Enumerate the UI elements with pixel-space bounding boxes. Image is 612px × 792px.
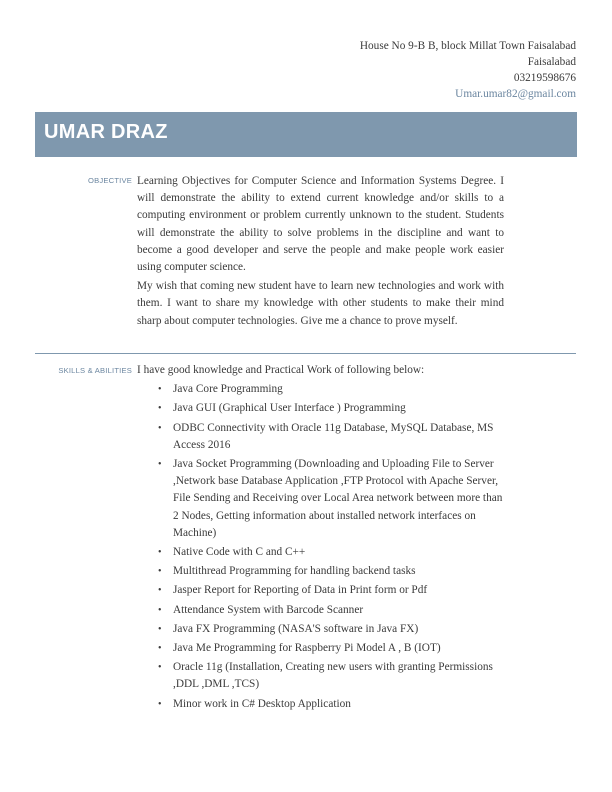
bullet-icon: • [158, 585, 162, 597]
skill-item [137, 621, 504, 638]
skill-text: Jasper Report for Reporting of Data in Print form or Pdf [173, 584, 428, 597]
bullet-icon: • [158, 422, 162, 434]
bullet-icon: • [158, 643, 162, 655]
bullet-icon: • [158, 662, 162, 674]
objective-paragraph: Learning Objectives for Computer Science and Information Systems Degree. I will demonstrate the ability to extend current knowledge and/or skills to a computing environment or problem currently unknown to the student. Students will demonstrate the ability to solve problems in the discipline and want to become a good developer and serve the people and make people work easier using computer science. [137, 175, 504, 274]
skill-text: Minor work in C# Desktop Application [173, 697, 351, 710]
phone: 03219598676 [513, 72, 576, 84]
objective-paragraph: My wish that coming new student have to learn new technologies and work with them. I want to share my knowledge with other students to make their mind sharp about computer technologies. Give me a chance to prove myself. [137, 280, 504, 327]
skill-item [137, 659, 504, 693]
skill-text: Java Me Programming for Raspberry Pi Model A , B (IOT) [173, 642, 441, 655]
skill-item [137, 544, 504, 561]
candidate-name: UMAR DRAZ [44, 121, 168, 143]
skill-item [137, 640, 504, 657]
email-link[interactable]: Umar.umar82@gmail.com [455, 88, 576, 100]
objective-label: OBJECTIVE [88, 176, 132, 185]
objective-section [137, 173, 504, 332]
skill-item [137, 696, 504, 713]
bullet-icon: • [158, 403, 162, 415]
skill-text: Attendance System with Barcode Scanner [173, 603, 364, 616]
skill-text: Multithread Programming for handling backend tasks [173, 565, 416, 578]
bullet-icon: • [158, 698, 162, 710]
skill-item [137, 420, 504, 454]
skill-item [137, 582, 504, 599]
name-banner [35, 112, 577, 157]
skill-text: Java FX Programming (NASA'S software in Java FX) [173, 622, 419, 635]
skill-text: Java Socket Programming (Downloading and Uploading File to Server ,Network base Database Application ,FTP Protocol with Apache Server, File Sending and Receiving over Local Area network between more than 2 Nodes, Getting information about installed network interfaces on Machine) [173, 458, 503, 539]
skill-text: Native Code with C and C++ [173, 546, 306, 559]
skills-section [137, 362, 504, 715]
skill-item [137, 563, 504, 580]
skill-item [137, 456, 504, 542]
skills-label: SKILLS & ABILITIES [58, 366, 132, 375]
skill-text: Java Core Programming [173, 383, 283, 396]
section-divider [35, 353, 576, 354]
skill-item [137, 381, 504, 398]
bullet-icon: • [158, 604, 162, 616]
skills-list [137, 381, 504, 713]
skill-text: ODBC Connectivity with Oracle 11g Database, MySQL Database, MS Access 2016 [173, 421, 494, 451]
skill-item [137, 400, 504, 417]
bullet-icon: • [158, 623, 162, 635]
bullet-icon: • [158, 459, 162, 471]
skill-text: Java GUI (Graphical User Interface ) Programming [173, 402, 406, 415]
city: Faisalabad [527, 56, 576, 68]
bullet-icon: • [158, 547, 162, 559]
skills-intro: I have good knowledge and Practical Work of following below: [137, 364, 425, 376]
bullet-icon: • [158, 384, 162, 396]
skill-item [137, 602, 504, 619]
contact-block [360, 38, 576, 102]
skill-text: Oracle 11g (Installation, Creating new users with granting Permissions ,DDL ,DML ,TCS) [173, 661, 493, 691]
address: House No 9-B B, block Millat Town Faisalabad [359, 40, 576, 52]
bullet-icon: • [158, 566, 162, 578]
